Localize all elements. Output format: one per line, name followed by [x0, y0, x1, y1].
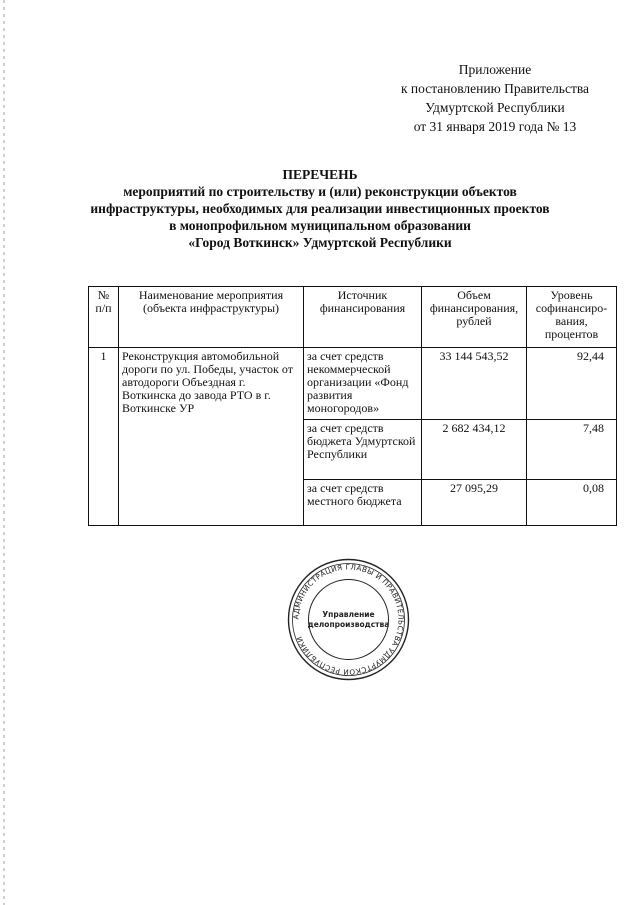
percent-cell: 0,08	[527, 480, 617, 526]
header-source: Источник финансирования	[304, 287, 422, 348]
amount-cell: 27 095,29	[422, 480, 527, 526]
appendix-block	[370, 60, 620, 136]
header-volume: Объем финансирования, рублей	[422, 287, 527, 348]
source-cell: за счет средств некоммерческой организации «Фонд развития моногородов»	[304, 348, 422, 420]
amount-cell: 2 682 434,12	[422, 420, 527, 480]
table-row	[89, 348, 617, 420]
title-line: в монопрофильном муниципальном образовании	[169, 218, 471, 233]
amount-cell: 33 144 543,52	[422, 348, 527, 420]
row-name: Реконструкция автомобильной дороги по ул. Победы, участок от автодороги Объездная г. Воткинска до завода РТО в г. Воткинске УР	[119, 348, 304, 526]
header-level: Уровень софинансиро-вания, процентов	[527, 287, 617, 348]
title-line: инфраструктуры, необходимых для реализации инвестиционных проектов	[90, 201, 550, 216]
appendix-line: Приложение	[458, 62, 532, 77]
title-line: мероприятий по строительству и (или) реконструкции объектов	[123, 184, 517, 199]
percent-cell: 7,48	[527, 420, 617, 480]
stamp-ring-text: АДМИНИСТРАЦИЯ ГЛАВЫ И ПРАВИТЕЛЬСТВА УДМУРТСКОЙ РЕСПУБЛИКИ	[291, 562, 406, 677]
source-cell: за счет средств местного бюджета	[304, 480, 422, 526]
official-stamp	[286, 557, 411, 682]
title-line: «Город Воткинск» Удмуртской Республики	[188, 235, 452, 250]
table-header-row	[89, 287, 617, 348]
appendix-line: Удмуртской Республики	[425, 100, 565, 115]
appendix-line: к постановлению Правительства	[400, 81, 590, 96]
measures-table	[88, 286, 617, 526]
document-title	[90, 166, 550, 251]
header-name: Наименование мероприятия (объекта инфраструктуры)	[119, 287, 304, 348]
title-heading: ПЕРЕЧЕНЬ	[282, 167, 358, 182]
appendix-date: от 31 января 2019 года № 13	[413, 119, 577, 134]
stamp-center-line: Управление	[322, 610, 375, 619]
source-cell: за счет средств бюджета Удмуртской Республики	[304, 420, 422, 480]
row-num: 1	[89, 348, 119, 526]
percent-cell: 92,44	[527, 348, 617, 420]
scan-edge	[3, 0, 5, 905]
header-num: № п/п	[89, 287, 119, 348]
stamp-center-line: делопроизводства	[307, 620, 390, 629]
